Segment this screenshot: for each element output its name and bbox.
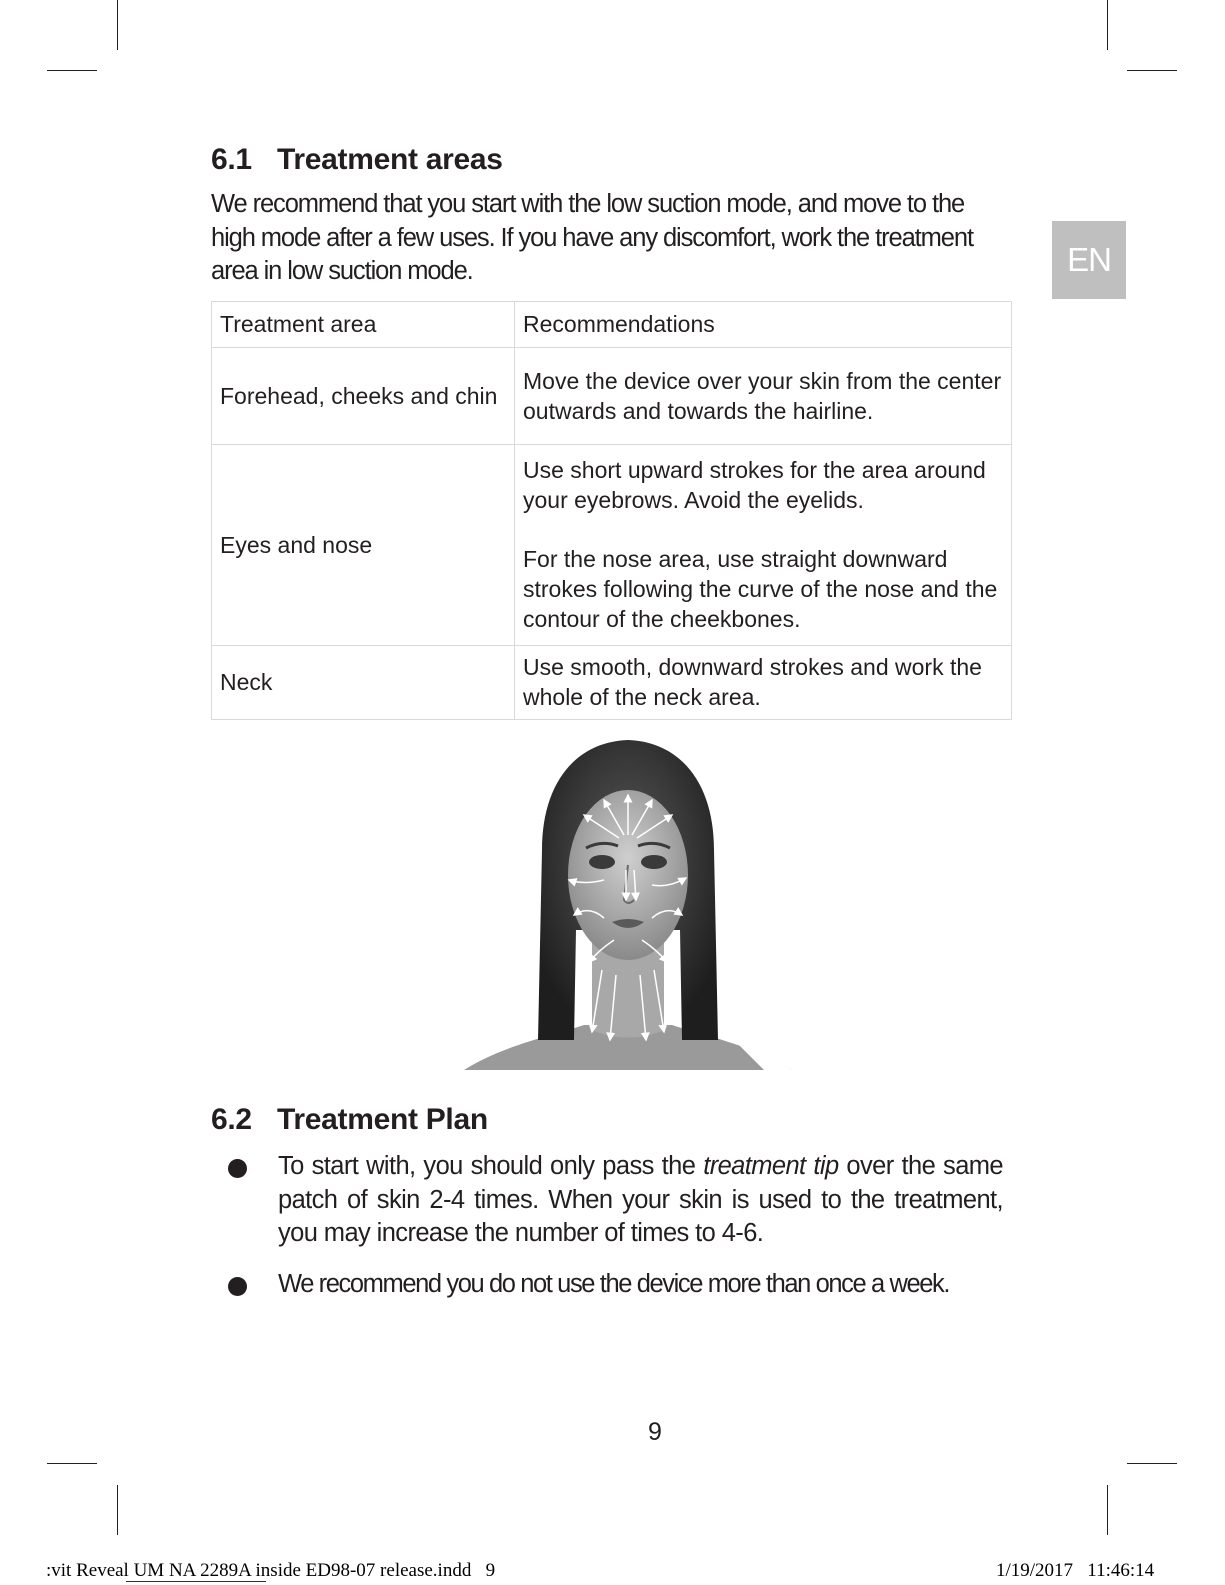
list-item: To start with, you should only pass the treatment tip over the same patch of skin 2-4 times. When your skin is used to the treatment, you may increase the number of times to 4-6.	[211, 1150, 1003, 1251]
section-treatment-plan	[211, 1100, 1011, 1318]
recommendation-cell	[515, 444, 1012, 645]
section-title: Treatment areas	[277, 143, 503, 176]
treatment-table	[211, 301, 1012, 720]
recommendation-text: For the nose area, use straight downward strokes following the curve of the nose and the contour of the cheekbones.	[523, 546, 998, 632]
section-number: 6.2	[211, 1103, 252, 1136]
recommendation-text: Use short upward strokes for the area around your eyebrows. Avoid the eyelids.	[523, 457, 986, 513]
print-slug-right: 1/19/2017 11:46:14	[996, 1560, 1155, 1581]
crop-mark	[1107, 0, 1108, 50]
section-number: 6.1	[211, 143, 252, 176]
table-header-row	[212, 301, 1012, 347]
crop-mark	[117, 0, 118, 50]
crop-mark	[47, 70, 97, 71]
section-heading	[211, 1100, 1011, 1140]
treatment-area-cell: Eyes and nose	[212, 444, 515, 645]
bullet-icon	[228, 1277, 247, 1296]
treatment-plan-list	[211, 1150, 1011, 1301]
treatment-area-cell: Forehead, cheeks and chin	[212, 347, 515, 444]
recommendation-cell	[515, 645, 1012, 719]
table-row	[212, 645, 1012, 719]
section-treatment-areas	[211, 140, 1011, 720]
intro-paragraph: We recommend that you start with the low suction mode, and move to the high mode after a few uses. If you have any discomfort, work the treatment area in low suction mode.	[211, 190, 973, 285]
recommendation-cell	[515, 347, 1012, 444]
crop-mark	[1127, 70, 1177, 71]
table-row	[212, 444, 1012, 645]
left-eye	[589, 855, 615, 869]
emphasis-text: treatment tip	[703, 1152, 839, 1180]
list-item: We recommend you do not use the device more than once a week.	[211, 1268, 1003, 1302]
recommendation-text: Use smooth, downward strokes and work the whole of the neck area.	[523, 654, 982, 710]
table-row	[212, 347, 1012, 444]
section-title: Treatment Plan	[277, 1103, 488, 1136]
section-heading	[211, 140, 1011, 180]
crop-mark	[47, 1463, 97, 1464]
column-header: Recommendations	[515, 301, 1012, 347]
slug-underline	[126, 1581, 266, 1582]
right-eye	[641, 855, 667, 869]
language-tab: EN	[1052, 221, 1126, 299]
bullet-icon	[228, 1159, 247, 1178]
face-treatment-diagram	[464, 740, 792, 1070]
treatment-area-cell: Neck	[212, 645, 515, 719]
crop-mark	[1107, 1485, 1108, 1535]
recommendation-text: Move the device over your skin from the center outwards and towards the hairline.	[523, 367, 1002, 424]
crop-mark	[1127, 1463, 1177, 1464]
crop-mark	[117, 1485, 118, 1535]
page-number: 9	[648, 1418, 662, 1446]
column-header: Treatment area	[212, 301, 515, 347]
print-slug-left: :vit Reveal UM NA 2289A inside ED98-07 release.indd 9	[46, 1560, 496, 1581]
